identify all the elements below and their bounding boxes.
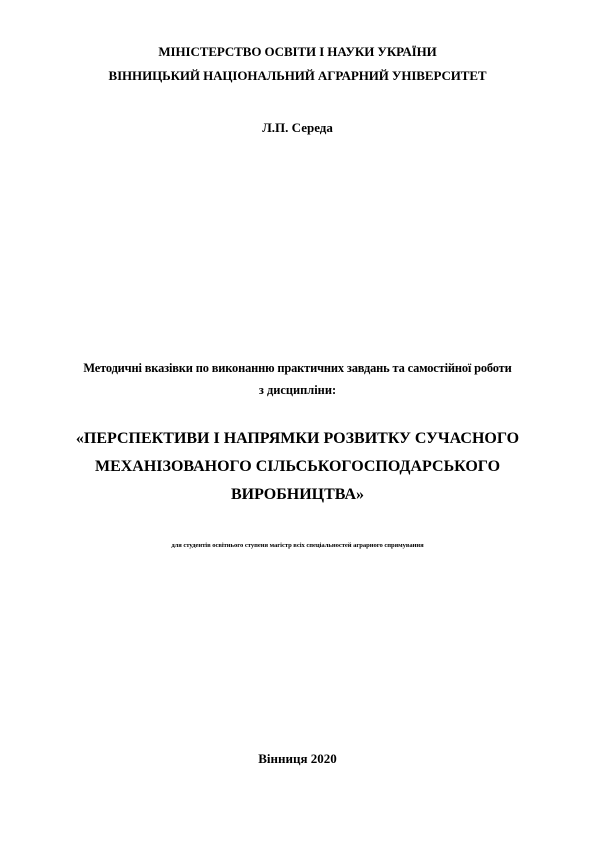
document-title-line-3: ВИРОБНИЦТВА» bbox=[230, 486, 365, 503]
city-and-year: Вінниця 2020 bbox=[258, 751, 337, 766]
author-name: Л.П. Середа bbox=[262, 120, 333, 135]
university-name: ВІННИЦЬКИЙ НАЦІОНАЛЬНИЙ АГРАРНИЙ УНІВЕРСИТЕТ bbox=[108, 68, 487, 83]
document-description: Методичні вказівки по виконанню практичних завдань та самостійної роботи bbox=[83, 361, 512, 375]
ministry-name: МІНІСТЕРСТВО ОСВІТИ І НАУКИ УКРАЇНИ bbox=[158, 44, 437, 59]
target-audience: для студентів освітнього ступеня магістр всіх спеціальностей аграрного спрямування bbox=[171, 542, 424, 549]
document-title-line-1: «ПЕРСПЕКТИВИ І НАПРЯМКИ РОЗВИТКУ СУЧАСНОГО bbox=[75, 430, 520, 447]
document-title-line-2: МЕХАНІЗОВАНОГО СІЛЬСЬКОГОСПОДАРСЬКОГО bbox=[94, 458, 501, 475]
discipline-label: з дисципліни: bbox=[258, 383, 337, 397]
